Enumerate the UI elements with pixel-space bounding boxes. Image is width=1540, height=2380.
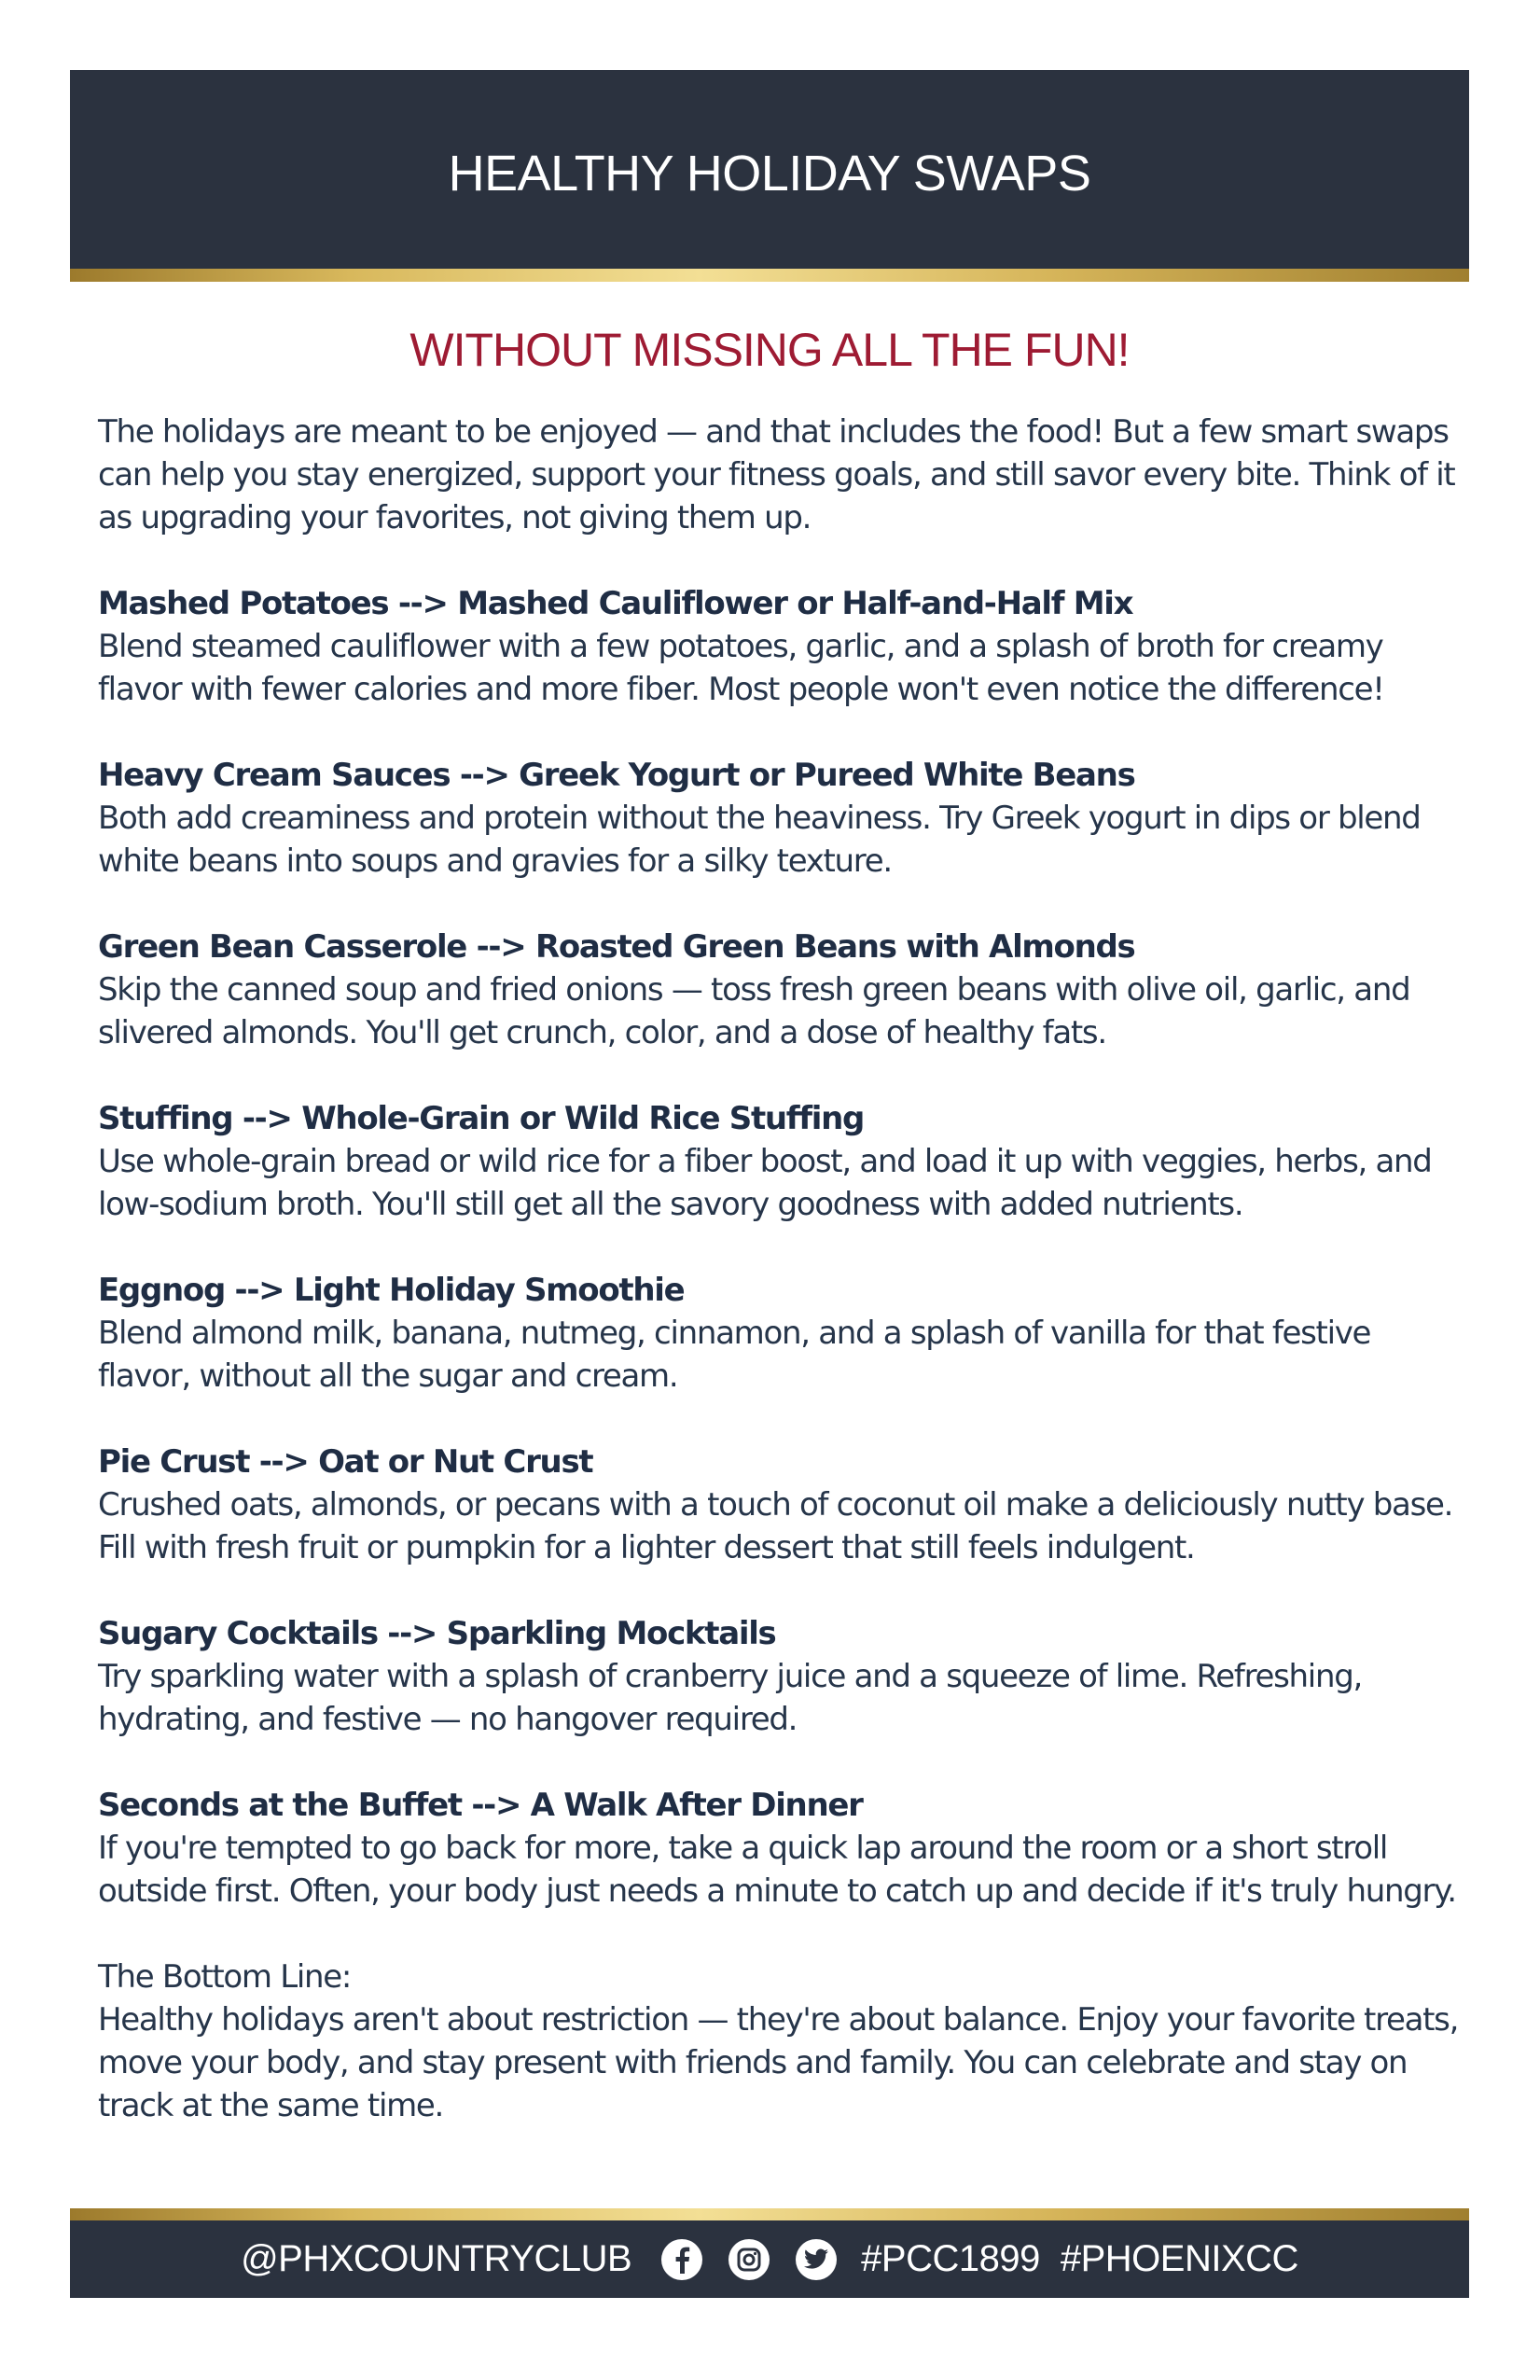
social-handle[interactable]: @PHXCOUNTRYCLUB	[241, 2238, 632, 2279]
swap-description: Skip the canned soup and fried onions — toss fresh green beans with olive oil, garlic, and slivered almonds. You'll get crunch, color, and a dose of healthy fats.	[98, 971, 1410, 1051]
twitter-icon[interactable]	[796, 2239, 837, 2280]
footer-bar	[70, 2220, 1469, 2298]
swap-title: Eggnog --> Light Holiday Smoothie	[98, 1272, 685, 1309]
swap-item	[98, 1441, 1464, 1569]
swap-description: Both add creaminess and protein without the heaviness. Try Greek yogurt in dips or blend white beans into soups and gravies for a silky texture.	[98, 800, 1421, 880]
swap-description: Blend steamed cauliflower with a few potatoes, garlic, and a splash of broth for creamy flavor with fewer calories and more fiber. Most people won't even notice the difference!	[98, 628, 1384, 708]
header-gold-divider	[70, 269, 1469, 282]
swap-item	[98, 926, 1464, 1054]
hashtag-phoenixcc[interactable]: #PHOENIXCC	[1060, 2238, 1298, 2279]
swap-item	[98, 1097, 1464, 1226]
hashtag-pcc1899[interactable]: #PCC1899	[861, 2238, 1040, 2279]
swap-title: Heavy Cream Sauces --> Greek Yogurt or Pureed White Beans	[98, 757, 1135, 794]
swap-description: If you're tempted to go back for more, take a quick lap around the room or a short stroll outside first. Often, your body just needs a minute to catch up and decide if it's truly hungry.	[98, 1830, 1456, 1910]
swap-item	[98, 1784, 1464, 1913]
swap-title: Sugary Cocktails --> Sparkling Mocktails	[98, 1615, 776, 1652]
page-title: HEALTHY HOLIDAY SWAPS	[448, 146, 1091, 202]
bottom-line-text: Healthy holidays aren't about restriction — they're about balance. Enjoy your favorite treats, move your body, and stay present with friends and family. You can celebrate and stay on track at the same time.	[98, 2001, 1459, 2124]
swap-description: Use whole-grain bread or wild rice for a fiber boost, and load it up with veggies, herbs, and low-sodium broth. You'll still get all the savory goodness with added nutrients.	[98, 1143, 1432, 1223]
swap-item	[98, 1269, 1464, 1398]
header-banner	[70, 70, 1469, 277]
swap-title: Stuffing --> Whole-Grain or Wild Rice Stuffing	[98, 1100, 865, 1137]
subtitle: WITHOUT MISSING ALL THE FUN!	[409, 324, 1130, 376]
swap-title: Green Bean Casserole --> Roasted Green Beans with Almonds	[98, 928, 1135, 966]
swap-item	[98, 754, 1464, 883]
swap-description: Blend almond milk, banana, nutmeg, cinnamon, and a splash of vanilla for that festive flavor, without all the sugar and cream.	[98, 1315, 1371, 1395]
swap-description: Crushed oats, almonds, or pecans with a touch of coconut oil make a deliciously nutty base. Fill with fresh fruit or pumpkin for a lighter dessert that still feels indulgent.	[98, 1486, 1453, 1566]
bottom-line-label: The Bottom Line:	[98, 1958, 352, 1996]
swap-title: Pie Crust --> Oat or Nut Crust	[98, 1443, 593, 1481]
swap-item	[98, 582, 1464, 711]
swap-title: Seconds at the Buffet --> A Walk After Dinner	[98, 1787, 863, 1824]
swap-description: Try sparkling water with a splash of cranberry juice and a squeeze of lime. Refreshing, hydrating, and festive — no hangover required.	[98, 1658, 1362, 1738]
swap-title: Mashed Potatoes --> Mashed Cauliflower or Half-and-Half Mix	[98, 585, 1133, 622]
instagram-icon[interactable]	[728, 2239, 770, 2280]
intro-paragraph: The holidays are meant to be enjoyed — and that includes the food! But a few smart swaps can help you stay energized, support your fitness goals, and still savor every bite. Think of it as upgrading your favorites, not giving them up.	[98, 413, 1455, 536]
swap-item	[98, 1612, 1464, 1741]
footer-gold-divider	[70, 2208, 1469, 2221]
article-body	[98, 411, 1464, 2127]
facebook-icon[interactable]	[661, 2239, 702, 2280]
